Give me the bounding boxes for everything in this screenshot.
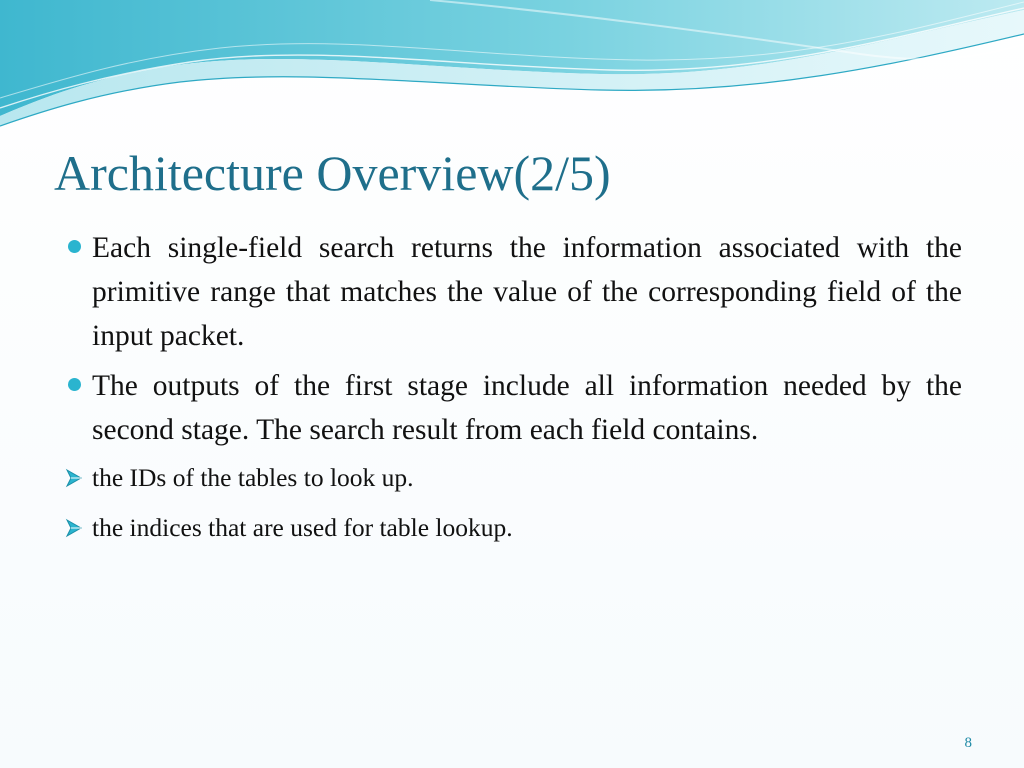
bullet-item <box>62 226 962 358</box>
sub-bullet-text: the IDs of the tables to look up. <box>92 463 414 492</box>
arrow-bullet-icon <box>64 518 86 538</box>
round-bullet-icon <box>68 378 81 391</box>
sub-bullet-text: the indices that are used for table lookup. <box>92 513 513 542</box>
sub-bullet-item <box>62 458 962 498</box>
slide-title: Architecture Overview(2/5) <box>54 145 611 201</box>
header-wave-decoration <box>0 0 1024 140</box>
bullet-text: Each single-field search returns the information associated with the primitive range that matches the value of the corresponding field of the input packet. <box>92 232 962 352</box>
bullet-text: The outputs of the first stage include all information needed by the second stage. The search result from each field contains. <box>92 370 962 446</box>
bullet-item <box>62 364 962 452</box>
slide-content <box>62 226 962 558</box>
round-bullet-icon <box>68 240 81 253</box>
sub-bullet-item <box>62 508 962 548</box>
page-number: 8 <box>964 735 972 751</box>
arrow-bullet-icon <box>64 468 86 488</box>
